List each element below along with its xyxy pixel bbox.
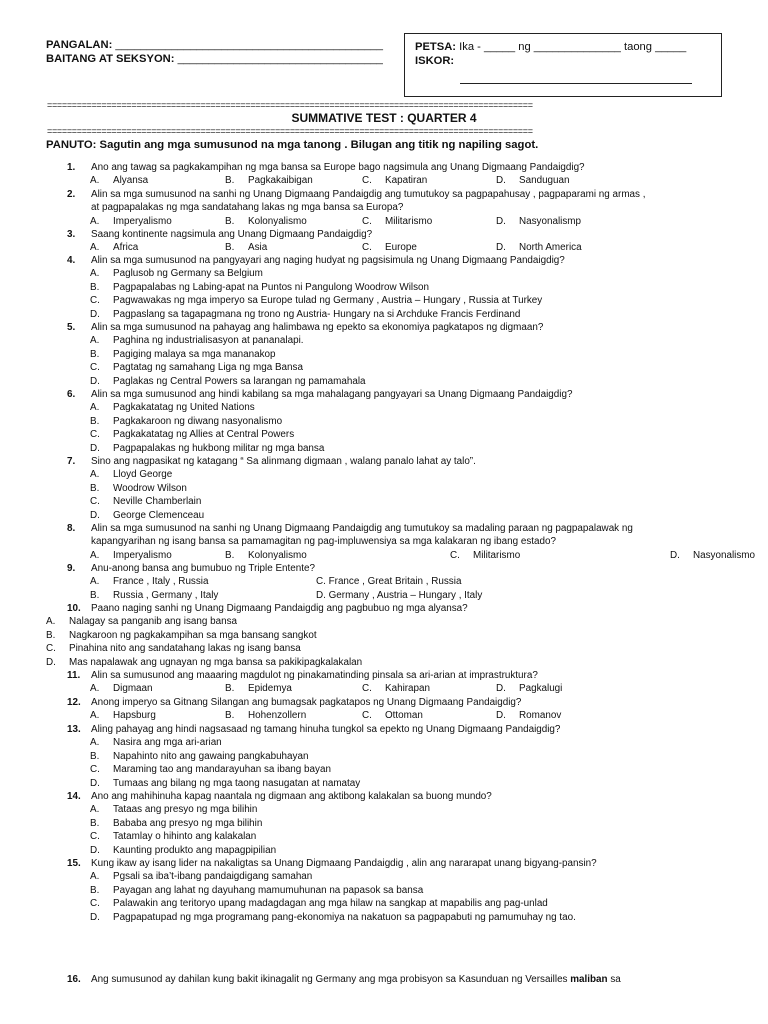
choice-text: George Clemenceau [113, 509, 205, 521]
choice-b[interactable] [225, 709, 306, 722]
choice-letter: D. [496, 710, 506, 722]
question-text: Alin sa mga sumusunod na sanhi ng Unang Digmaang Pandaigdig ang tumutukoy sa pagpapahusay , pagpaparami ng armas , [91, 189, 646, 200]
choice-text: Militarismo [385, 215, 433, 227]
emphasis: maliban [570, 974, 608, 985]
choice-letter: A. [46, 616, 56, 628]
question-14 [46, 790, 726, 856]
choice-b[interactable] [90, 884, 423, 897]
question-number: 1. [67, 162, 76, 173]
choice-text: Africa [113, 242, 139, 254]
choice-letter: A. [90, 871, 100, 883]
question-16 [46, 973, 726, 986]
choice-text: Payagan ang lahat ng dayuhang mamumuhunan na papasok sa bansa [113, 884, 424, 896]
choice-text: Kapatiran [385, 175, 428, 187]
question-13 [46, 723, 726, 789]
choice-b[interactable] [90, 482, 187, 495]
choice-letter: C. [362, 710, 372, 722]
choice-text: Pagkakaibigan [248, 175, 313, 187]
choice-text: Tumaas ang bilang ng mga taong nasugatan at namatay [113, 777, 361, 789]
choice-text: Nasyonalismp [519, 215, 582, 227]
name-label: PANGALAN: [46, 39, 113, 51]
choice-letter: A. [90, 549, 100, 561]
question-10 [46, 602, 726, 668]
choice-text: Imperyalismo [113, 215, 172, 227]
question-text: Paano naging sanhi ng Unang Digmaang Pandaigdig ang pagbubuo ng mga alyansa? [91, 603, 468, 614]
question-text: Sino ang nagpasikat ng katagang “ Sa alinmang digmaan , walang panalo lahat ay talo”. [91, 456, 476, 467]
choice-b[interactable] [225, 241, 267, 254]
question-text: Alin sa mga sumusunod na sanhi ng Unang Digmaang Pandaigdig ang tumutukoy sa madaling paraan ng pagpapalawak ng [91, 523, 633, 534]
score-line[interactable] [460, 83, 692, 84]
choice-a[interactable] [90, 334, 304, 347]
choice-text: Paglakas ng Central Powers sa larangan ng pamamahala [113, 375, 366, 387]
choice-letter: A. [90, 469, 100, 481]
question-15 [46, 857, 726, 923]
choice-letter: D. [90, 442, 100, 454]
choice-letter: D. [496, 215, 506, 227]
choice-c[interactable] [90, 763, 331, 776]
student-info [46, 38, 383, 66]
choice-text: Maraming tao ang mandarayuhan sa ibang bayan [113, 764, 331, 776]
choice-d[interactable] [496, 174, 570, 187]
choice-letter: B. [225, 549, 235, 561]
question-number: 9. [67, 563, 76, 574]
question-3 [46, 228, 726, 254]
choice-letter: A. [90, 335, 100, 347]
choice-letter: A. [90, 576, 100, 588]
choice-b[interactable] [90, 817, 262, 830]
choice-b[interactable] [90, 348, 276, 361]
question-text: Saang kontinente nagsimula ang Unang Digmaang Pandaigdig? [91, 229, 373, 240]
section-row [46, 52, 383, 66]
choice-a[interactable] [90, 174, 148, 187]
choice-d[interactable] [90, 911, 576, 924]
petsa-label: PETSA: [415, 41, 457, 53]
choice-d[interactable] [90, 375, 366, 388]
question-number: 5. [67, 322, 76, 333]
choice-letter: D. [496, 175, 506, 187]
choice-letter: B. [90, 482, 100, 494]
choice-letter: D. [46, 656, 56, 668]
choice-text: Pagkakatatag ng United Nations [113, 402, 255, 414]
question-2 [46, 188, 726, 227]
choice-c[interactable] [362, 241, 417, 254]
choice-letter: D. [496, 683, 506, 695]
choice-text: Paglusob ng Germany sa Belgium [113, 268, 263, 280]
choice-d[interactable] [670, 549, 755, 562]
choice-c[interactable] [90, 361, 303, 374]
choice-letter: C. [362, 175, 372, 187]
choice-text: Bababa ang presyo ng mga bilihin [113, 817, 263, 829]
choice-letter: D. [90, 308, 100, 320]
choice-b[interactable] [225, 174, 313, 187]
iskor-label: ISKOR: [415, 55, 455, 67]
question-text: Ano ang tawag sa pagkakampihan ng mga bansa sa Europe bago nagsimula ang Unang Digmaang Pandaigdig? [91, 162, 585, 173]
choice-text: Neville Chamberlain [113, 496, 202, 508]
question-text: Anu-anong bansa ang bumubuo ng Triple Entente? [91, 563, 316, 574]
choice-c[interactable] [362, 682, 430, 695]
choice-letter: C. [90, 898, 100, 910]
choice-text: Imperyalismo [113, 549, 172, 561]
question-number: 16. [67, 974, 81, 985]
choice-text: Kaunting produkto ang mapagpipilian [113, 844, 277, 856]
choice-text: Sanduguan [519, 175, 570, 187]
question-number: 13. [67, 724, 81, 735]
separator-bottom: ================================================================================================== [47, 127, 533, 136]
choice-d[interactable] [496, 215, 581, 228]
choice-text: North America [519, 242, 582, 254]
section-label: BAITANG AT SEKSYON: [46, 53, 175, 65]
question-6 [46, 388, 726, 454]
question-number: 4. [67, 255, 76, 266]
choice-text: Pagwawakas ng mga imperyo sa Europe tulad ng Germany , Austria – Hungary , Russia at Turkey [113, 295, 543, 307]
question-number: 6. [67, 389, 76, 400]
choice-text: Pagiging malaya sa mga mananakop [113, 348, 276, 360]
choice-text: Alyansa [113, 175, 149, 187]
choice-text: C. France , Great Britain , Russia [316, 576, 462, 588]
choice-c[interactable] [90, 294, 542, 307]
choice-letter: D. [90, 777, 100, 789]
choice-letter: B. [90, 348, 100, 360]
choice-letter: D. [90, 844, 100, 856]
question-11 [46, 669, 726, 695]
choice-text: Hapsburg [113, 710, 156, 722]
choice-c[interactable] [362, 174, 427, 187]
choice-text: Pagpaslang sa tagapagmana ng trono ng Austria- Hungary na si Archduke Francis Ferdinand [113, 308, 521, 320]
choice-a[interactable] [46, 615, 237, 628]
choice-letter: B. [90, 589, 100, 601]
question-text: Aling pahayag ang hindi nagsasaad ng tamang hinuha tungkol sa epekto ng Unang Digmaang Pandaigdig? [91, 724, 561, 735]
choice-a[interactable] [90, 468, 172, 481]
choice-text: Russia , Germany , Italy [113, 589, 219, 601]
choice-letter: A. [90, 242, 100, 254]
choice-b[interactable] [90, 281, 429, 294]
choice-a[interactable] [90, 803, 257, 816]
question-number: 7. [67, 456, 76, 467]
choice-text: Pgsali sa iba’t-ibang pandaigdigang samahan [113, 871, 313, 883]
choice-b[interactable] [90, 415, 282, 428]
question-8 [46, 522, 756, 561]
choice-letter: C. [450, 549, 460, 561]
choice-letter: C. [362, 242, 372, 254]
choice-letter: B. [225, 710, 235, 722]
question-text: Alin sa sumusunod ang maaaring magdulot ng pinakamatinding pinsala sa ari-arian at imprastruktura? [91, 670, 538, 681]
choice-letter: B. [225, 242, 235, 254]
choice-text: Tataas ang presyo ng mga bilihin [113, 804, 258, 816]
choice-letter: B. [90, 281, 100, 293]
question-text: at pagpapalakas ng mga sandatahang lakas ng mga bansa sa Europa? [91, 202, 404, 214]
choice-text: Epidemya [248, 683, 292, 695]
question-text: Kung ikaw ay isang lider na nakaligtas sa Unang Digmaang Pandaigdig , alin ang nararapat unang bigyang-pansin? [91, 858, 597, 869]
choice-a[interactable] [90, 709, 156, 722]
choice-letter: D. [90, 375, 100, 387]
choice-letter: A. [90, 268, 100, 280]
question-number: 2. [67, 189, 76, 200]
choice-text: Pagtatag ng samahang Liga ng mga Bansa [113, 362, 303, 374]
choice-text: Napahinto nito ang gawaing pangkabuhayan [113, 750, 309, 762]
choice-text: Ottoman [385, 710, 423, 722]
question-number: 14. [67, 791, 81, 802]
choice-b[interactable] [316, 575, 461, 588]
choice-text: Pagkalugi [519, 683, 563, 695]
choice-letter: A. [90, 710, 100, 722]
choice-text: Pagpapatupad ng mga programang pang-ekonomiya na nakatuon sa pagpapabuti ng pamumuhay ng tao. [113, 911, 576, 923]
choice-letter: D. [670, 549, 680, 561]
choice-letter: C. [90, 496, 100, 508]
date-score-box [404, 33, 722, 97]
choice-text: Kahirapan [385, 683, 431, 695]
choice-d[interactable] [316, 589, 482, 602]
choice-b[interactable] [90, 589, 218, 602]
choice-a[interactable] [90, 549, 172, 562]
choice-text: Palawakin ang teritoryo upang madagdagan ang mga hilaw na sangkap at mapabilis ang pag-unlad [113, 898, 548, 910]
choice-letter: B. [90, 750, 100, 762]
choice-c[interactable] [90, 830, 256, 843]
choice-a[interactable] [90, 401, 255, 414]
choice-letter: D. [90, 911, 100, 923]
question-5 [46, 321, 726, 387]
question-9 [46, 562, 726, 601]
choice-text: Woodrow Wilson [113, 482, 187, 494]
choice-letter: C. [90, 362, 100, 374]
choice-text: Militarismo [473, 549, 521, 561]
question-number: 8. [67, 523, 76, 534]
choice-letter: B. [225, 215, 235, 227]
choice-d[interactable] [90, 509, 204, 522]
choice-text: Pagpapalabas ng Labing-apat na Puntos ni Pangulong Woodrow Wilson [113, 281, 430, 293]
choice-text: Lloyd George [113, 469, 173, 481]
question-number: 10. [67, 603, 81, 614]
choice-text: Romanov [519, 710, 562, 722]
choice-text: Pagkakaroon ng diwang nasyonalismo [113, 415, 283, 427]
choice-letter: C. [90, 429, 100, 441]
question-text: kapangyarihan ng isang bansa sa pamamagitan ng pag-impluwensiya sa mga kalakaran ng ibang estado? [91, 536, 556, 548]
choice-c[interactable] [362, 709, 423, 722]
choice-a[interactable] [90, 267, 263, 280]
name-blank[interactable]: ___________________________________________ [115, 39, 383, 51]
choice-letter: C. [90, 764, 100, 776]
petsa-text[interactable]: Ika - _____ ng ______________ taong _____ [459, 41, 687, 53]
choice-letter: C. [46, 643, 56, 655]
choice-text: Pagkakatatag ng Allies at Central Powers [113, 429, 295, 441]
instructions: PANUTO: Sagutin ang mga sumusunod na mga tanong . Bilugan ang titik ng napiling sagot. [46, 139, 539, 151]
choice-text: Mas napalawak ang ugnayan ng mga bansa sa pakikipagkalakalan [69, 656, 363, 668]
question-number: 12. [67, 697, 81, 708]
question-number: 15. [67, 858, 81, 869]
question-text: Anong imperyo sa Gitnang Silangan ang bumagsak pagkatapos ng Unang Digmaang Pandaigdig? [91, 697, 522, 708]
choice-letter: D. [496, 242, 506, 254]
choice-letter: A. [90, 737, 100, 749]
choice-letter: B. [90, 415, 100, 427]
choice-text: Nasira ang mga ari-arian [113, 737, 222, 749]
choice-a[interactable] [90, 575, 209, 588]
test-title: SUMMATIVE TEST : QUARTER 4 [291, 111, 477, 125]
choice-letter: C. [90, 295, 100, 307]
choice-b[interactable] [225, 682, 292, 695]
choice-text: Pagpapalakas ng hukbong militar ng mga bansa [113, 442, 325, 454]
choice-text: D. Germany , Austria – Hungary , Italy [316, 589, 483, 601]
choice-letter: A. [90, 215, 100, 227]
separator-top: ================================================================================================== [47, 101, 533, 110]
choice-b[interactable] [225, 549, 307, 562]
choice-letter: B. [46, 629, 56, 641]
choice-letter: A. [90, 402, 100, 414]
choice-d[interactable] [90, 844, 276, 857]
choice-text: Tatamlay o hihinto ang kalakalan [113, 831, 257, 843]
question-12 [46, 696, 726, 722]
choice-letter: C. [90, 831, 100, 843]
choice-c[interactable] [450, 549, 520, 562]
choice-a[interactable] [90, 736, 222, 749]
choice-letter: B. [90, 884, 100, 896]
choice-b[interactable] [46, 629, 317, 642]
choice-text: Nalagay sa panganib ang isang bansa [69, 616, 238, 628]
choice-letter: B. [225, 683, 235, 695]
choice-text: Europe [385, 242, 417, 254]
choice-a[interactable] [90, 215, 172, 228]
choice-text: Pinahina nito ang sandatahang lakas ng isang bansa [69, 643, 301, 655]
choice-text: Kolonyalismo [248, 549, 307, 561]
choice-text: France , Italy , Russia [113, 576, 209, 588]
question-1 [46, 161, 726, 187]
choice-a[interactable] [90, 870, 312, 883]
choice-text: Digmaan [113, 683, 153, 695]
choice-c[interactable] [90, 897, 548, 910]
question-number: 11. [67, 670, 81, 681]
choice-text: Nasyonalismo [693, 549, 756, 561]
choice-d[interactable] [90, 308, 520, 321]
choice-text: Asia [248, 242, 268, 254]
question-text: Alin sa mga sumusunod na pangyayari ang naging hudyat ng pagsisimula ng Unang Digmaang Pandaigdig? [91, 255, 565, 266]
choice-letter: B. [225, 175, 235, 187]
question-text: Alin sa mga sumusunod na pahayag ang halimbawa ng epekto sa ekonomiya pagkatapos ng digmaan? [91, 322, 544, 333]
question-text: Ano ang mahihinuha kapag naantala ng digmaan ang aktibong kalakalan sa buong mundo? [91, 791, 492, 802]
choice-b[interactable] [225, 215, 307, 228]
choice-c[interactable] [90, 428, 294, 441]
choice-letter: A. [90, 804, 100, 816]
choice-text: Kolonyalismo [248, 215, 307, 227]
name-row [46, 38, 383, 52]
choice-letter: A. [90, 175, 100, 187]
choice-letter: B. [90, 817, 100, 829]
choice-b[interactable] [90, 750, 308, 763]
question-text: Ang sumusunod ay dahilan kung bakit ikinagalit ng Germany ang mga probisyon sa Kasunduan ng Versailles maliban sa [91, 974, 621, 985]
choice-d[interactable] [496, 709, 561, 722]
choice-c[interactable] [46, 642, 301, 655]
choice-d[interactable] [90, 442, 324, 455]
question-text: Alin sa mga sumusunod ang hindi kabilang sa mga mahalagang pangyayari sa Unang Digmaang Pandaigdig? [91, 389, 573, 400]
choice-d[interactable] [496, 241, 582, 254]
choice-c[interactable] [90, 495, 201, 508]
choice-d[interactable] [90, 777, 360, 790]
choice-letter: D. [90, 509, 100, 521]
question-4 [46, 254, 726, 320]
choice-text: Hohenzollern [248, 710, 307, 722]
choice-text: Nagkaroon ng pagkakampihan sa mga bansang sangkot [69, 629, 317, 641]
choice-text: Paghina ng industrialisasyon at pananalapi. [113, 335, 304, 347]
choice-d[interactable] [496, 682, 562, 695]
choice-letter: A. [90, 683, 100, 695]
section-blank[interactable]: _________________________________ [177, 53, 383, 65]
choice-a[interactable] [90, 682, 153, 695]
petsa-row [415, 40, 711, 54]
choice-a[interactable] [90, 241, 138, 254]
choice-letter: C. [362, 683, 372, 695]
question-number: 3. [67, 229, 76, 240]
choice-d[interactable] [46, 656, 362, 669]
choice-c[interactable] [362, 215, 432, 228]
question-7 [46, 455, 726, 521]
choice-letter: C. [362, 215, 372, 227]
